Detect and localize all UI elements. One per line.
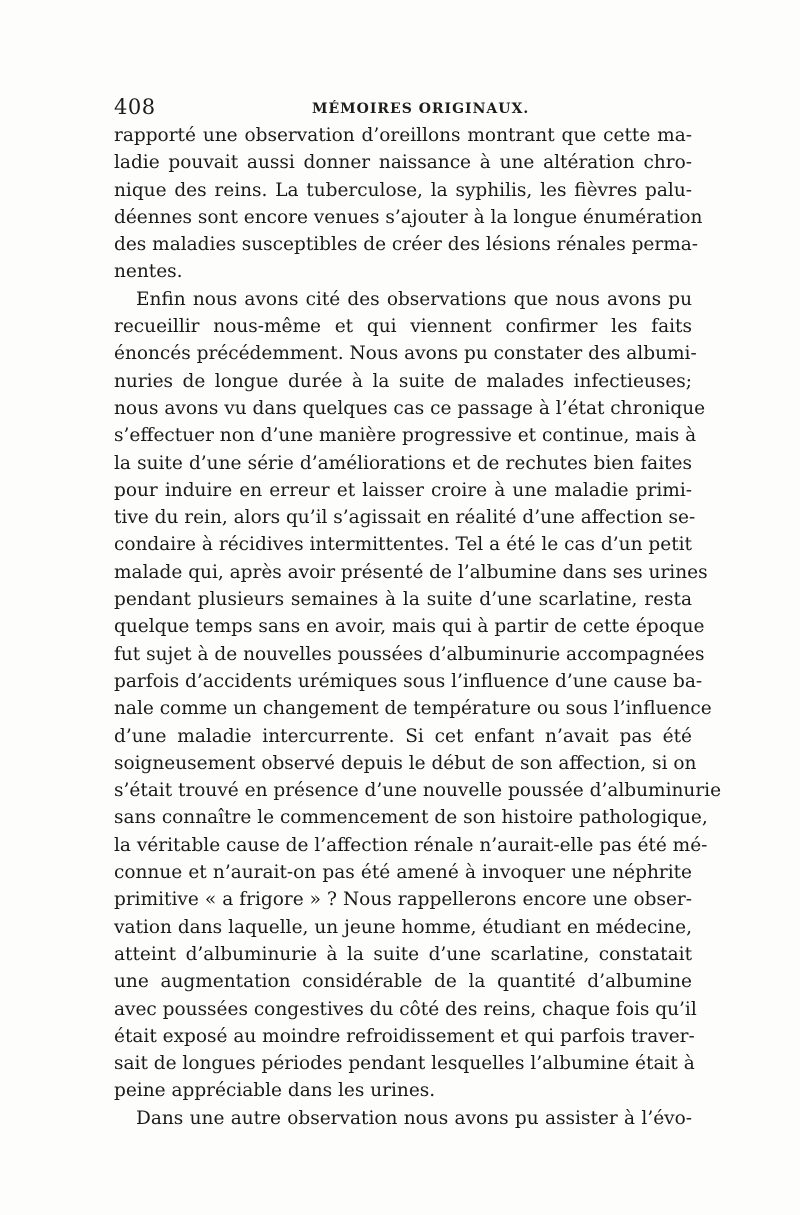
text-line: énoncés précédemment. Nous avons pu constater des albumi- (114, 343, 697, 365)
text-line: déennes sont encore venues s’ajouter à la longue énumération (114, 206, 703, 228)
text-line: avec poussées congestives du côté des reins, chaque fois qu’il (114, 998, 697, 1020)
text-line: une augmentation considérable de la quantité d’albumine (114, 971, 692, 993)
text-line: était exposé au moindre refroidissement et qui parfois traver- (114, 1025, 695, 1047)
text-line: atteint d’albuminurie à la suite d’une scarlatine, constatait (114, 943, 692, 965)
text-line: pour induire en erreur et laisser croire à une maladie primi- (114, 479, 692, 501)
text-line: Dans une autre observation nous avons pu assister à l’évo- (136, 1107, 692, 1129)
text-line: condaire à récidives intermittentes. Tel a été le cas d’un petit (114, 534, 692, 556)
text-line: ladie pouvait aussi donner naissance à une altération chro- (114, 152, 692, 174)
text-line: s’était trouvé en présence d’une nouvelle poussée d’albuminurie (114, 780, 722, 802)
text-line: soigneusement observé depuis le début de son affection, si on (114, 752, 697, 774)
paragraph-3 (114, 1105, 692, 1132)
text-line: connue et n’aurait-on pas été amené à invoquer une néphrite (114, 862, 692, 884)
text-line: sait de longues périodes pendant lesquelles l’albumine était à (114, 1053, 695, 1075)
text-line: d’une maladie intercurrente. Si cet enfant n’avait pas été (114, 725, 692, 747)
text-line: recueillir nous-même et qui viennent confirmer les faits (114, 316, 692, 338)
text-line: des maladies susceptibles de créer des lésions rénales perma- (114, 234, 699, 256)
page-number: 408 (114, 95, 156, 119)
text-line: nuries de longue durée à la suite de malades infectieuses; (114, 370, 692, 392)
text-line: sans connaître le commencement de son histoire pathologique, (114, 807, 708, 829)
text-line: la véritable cause de l’affection rénale n’aurait-elle pas été mé- (114, 834, 708, 856)
body-text (114, 122, 722, 1132)
text-line: peine appréciable dans les urines. (114, 1080, 436, 1102)
text-line: pendant plusieurs semaines à la suite d’une scarlatine, resta (114, 589, 692, 611)
text-line: nique des reins. La tuberculose, la syphilis, les fièvres palu- (114, 179, 692, 201)
text-line: rapporté une observation d’oreillons montrant que cette ma- (114, 125, 692, 146)
text-line: parfois d’accidents urémiques sous l’influence d’une cause ba- (114, 670, 703, 692)
text-line: quelque temps sans en avoir, mais qui à partir de cette époque (114, 616, 705, 638)
text-line: nous avons vu dans quelques cas ce passage à l’état chronique (114, 397, 706, 419)
page-header (114, 95, 692, 125)
running-title: MÉMOIRES ORIGINAUX. (312, 101, 530, 117)
text-line: tive du rein, alors qu’il s’agissait en réalité d’une affection se- (114, 507, 696, 529)
text-line: la suite d’une série d’améliorations et de rechutes bien faites (114, 452, 692, 474)
text-line: s’effectuer non d’une manière progressive et continue, mais à (114, 425, 697, 447)
text-line: vation dans laquelle, un jeune homme, étudiant en médecine, (114, 916, 692, 938)
text-line: Enfin nous avons cité des observations que nous avons pu (136, 288, 692, 310)
text-line: nentes. (114, 261, 183, 283)
text-line: primitive « a frigore » ? Nous rappellerons encore une obser- (114, 889, 692, 911)
paragraph-2 (114, 286, 722, 1105)
text-line: nale comme un changement de température ou sous l’influence (114, 698, 712, 720)
text-line: malade qui, après avoir présenté de l’albumine dans ses urines (114, 561, 708, 583)
paragraph-1 (114, 122, 703, 286)
text-line: fut sujet à de nouvelles poussées d’albuminurie accompagnées (114, 643, 705, 665)
